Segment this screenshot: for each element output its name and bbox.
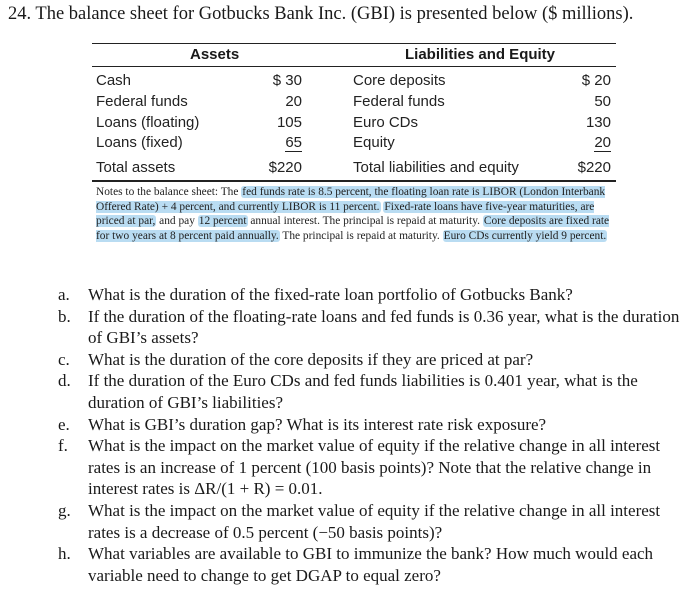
highlight-euro-cds: Euro CDs currently yield 9 percent. (443, 229, 607, 242)
question-title: 24. The balance sheet for Gotbucks Bank Inc. (GBI) is presented below ($ millions). (8, 4, 634, 24)
subquestion-letter: e. (58, 414, 70, 434)
subquestion-letter: c. (58, 349, 70, 369)
subquestion-text: What is the impact on the market value of equity if the relative change in all interest rates is a decrease of 0.5 percent (−50 basis points)? (88, 500, 661, 542)
subquestion-e (58, 414, 688, 436)
notes-text: and pay (156, 215, 198, 228)
subquestion-letter: a. (58, 285, 70, 304)
highlight-core-deposits: Core deposits are fixed rate for two years at 8 percent paid annually. (96, 215, 610, 242)
liability-value-fed-funds: 50 (594, 93, 611, 110)
table-top-rule (92, 43, 616, 44)
highlight-fixed-loans: Fixed-rate loans have five-year maturities, are priced at par, (96, 200, 595, 228)
subquestion-text: What is the duration of the fixed-rate loan portfolio of Gotbucks Bank? (88, 285, 573, 304)
subquestion-text: If the duration of the floating-rate loans and fed funds is 0.36 year, what is the duration of GBI’s assets? (88, 306, 680, 348)
subquestion-g (58, 500, 688, 543)
assets-header: Assets (190, 46, 240, 63)
subquestion-letter: g. (58, 500, 71, 520)
subquestion-text: What is GBI’s duration gap? What is its interest rate risk exposure? (88, 414, 547, 434)
subquestion-c (58, 349, 688, 371)
asset-value-loans-fixed: 65 (285, 134, 302, 151)
subquestion-list (58, 284, 688, 586)
liability-label-euro-cds: Euro CDs (353, 114, 419, 131)
asset-label-loans-floating: Loans (floating) (96, 114, 200, 131)
subquestion-b (58, 306, 688, 349)
subquestion-letter: b. (58, 306, 71, 326)
asset-label-cash: Cash (96, 72, 132, 89)
liability-value-equity-wrap (594, 133, 611, 153)
asset-value-fed-funds: 20 (285, 93, 302, 110)
liability-value-equity: 20 (594, 134, 611, 151)
highlight-rates: fed funds rate is 8.5 percent, the floating loan rate is LIBOR (London Interbank Offered Rate) + 4 percent, and currently LIBOR is 11 percent. (96, 186, 606, 213)
asset-value-loans-floating: 105 (276, 114, 302, 131)
asset-total-label: Total assets (96, 159, 176, 176)
subquestion-d (58, 370, 688, 413)
asset-value-cash: $ 30 (272, 72, 302, 89)
liability-value-core-deposits: $ 20 (581, 72, 611, 89)
notes-text: Notes to the balance sheet: The (96, 186, 242, 198)
highlight-interest: 12 percent (198, 215, 247, 228)
notes-text: The principal is repaid at maturity. (279, 229, 443, 242)
subquestion-h (58, 543, 688, 586)
liability-label-equity: Equity (353, 134, 395, 151)
subquestion-text: If the duration of the Euro CDs and fed funds liabilities is 0.401 year, what is the duration of GBI’s liabilities? (88, 371, 638, 412)
balance-sheet-notes (96, 185, 616, 243)
asset-label-loans-fixed: Loans (fixed) (96, 134, 183, 151)
liabilities-header: Liabilities and Equity (405, 46, 556, 63)
liability-total-label: Total liabilities and equity (353, 159, 519, 176)
subquestion-letter: d. (58, 371, 71, 391)
liability-label-fed-funds: Federal funds (353, 93, 445, 110)
asset-label-fed-funds: Federal funds (96, 93, 188, 110)
subquestion-f (58, 435, 688, 500)
table-header-rule (92, 66, 616, 67)
asset-total-value: $220 (268, 159, 302, 176)
subquestion-letter: h. (58, 544, 71, 564)
liability-value-euro-cds: 130 (585, 114, 611, 131)
asset-value-loans-fixed-wrap (285, 133, 302, 153)
subquestion-letter: f. (58, 436, 68, 456)
subquestion-text: What variables are available to GBI to immunize the bank? How much would each variable need to change to get DGAP to equal zero? (88, 544, 654, 585)
subquestion-text: What is the impact on the market value of equity if the relative change in all interest rates is an increase of 1 percent (100 basis points)? Note that the relative change in interest rates is ΔR/(1 + R) = 0.01. (88, 436, 661, 499)
subquestion-a (58, 284, 688, 306)
notes-text: annual interest. The principal is repaid at maturity. (247, 215, 483, 228)
liability-label-core-deposits: Core deposits (353, 72, 446, 89)
liability-total-value: $220 (577, 159, 611, 176)
table-bottom-rule (92, 180, 616, 182)
subquestion-text: What is the duration of the core deposits if they are priced at par? (88, 349, 534, 369)
